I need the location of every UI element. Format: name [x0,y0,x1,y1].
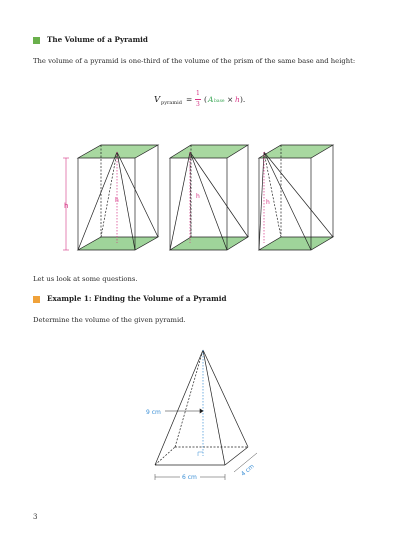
pyramid-width-label: 6 cm [182,474,197,481]
pyramid-height-label: 9 cm [146,409,161,416]
example-question-text: Determine the volume of the given pyramid. [33,316,186,324]
formula-close: ). [240,95,246,104]
formula-h: h [235,95,240,104]
prism-1-height-label: h [115,197,119,204]
prism-diagrams [0,140,400,260]
formula-numerator: 1 [196,90,200,97]
height-arrow [165,409,203,413]
formula-v: V [154,95,161,105]
formula-a-sub: base [214,99,225,104]
pyramid-depth-label: 4 cm [239,462,256,478]
example-heading: Example 1: Finding the Volume of a Pyramid [47,294,227,303]
height-measure-label: h [64,202,69,210]
pyramid-volume-formula [150,90,260,112]
section-intro-text: The volume of a pyramid is one-third of the volume of the prism of the same base and height: [33,57,356,65]
page-number: 3 [33,513,38,521]
formula-fraction-bar [195,99,201,100]
prism-3 [259,145,333,250]
formula-a: A [208,95,214,104]
pyramid [155,350,248,465]
example-marker-orange [33,296,40,303]
prism-2 [170,145,248,250]
formula-denominator: 3 [196,101,200,108]
formula-v-sub: pyramid [161,100,182,106]
formula-equals: = [186,95,193,104]
example-pyramid-diagram [0,345,400,495]
prism-2-height-label: h [196,193,200,200]
section-heading: The Volume of a Pyramid [47,35,148,44]
prism-3-height-label: h [266,199,270,206]
transition-text: Let us look at some questions. [33,275,138,283]
section-marker-green [33,37,40,44]
formula-open-paren: ( [204,95,207,104]
formula-times: × [227,95,234,104]
